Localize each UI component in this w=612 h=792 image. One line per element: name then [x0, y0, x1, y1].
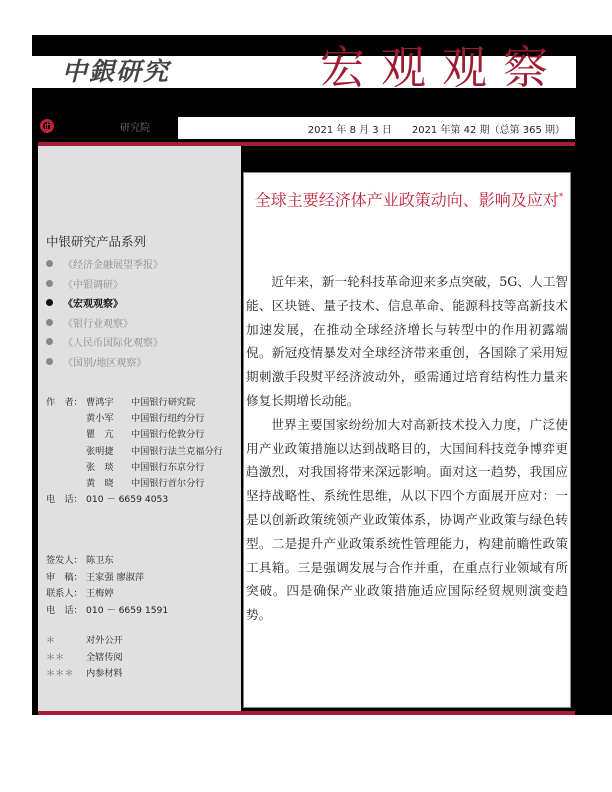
author-row: 张 琰 中国银行东京分行 — [86, 461, 205, 473]
publish-date: 2021 年 8 月 3 日 — [307, 125, 392, 136]
product-series-list — [46, 254, 163, 371]
product-item: 《经济金融展望季报》 — [46, 254, 163, 274]
bullet-icon — [46, 338, 53, 345]
level-row: ＊＊ 全辖传阅 — [46, 649, 123, 666]
level-row: ＊＊＊ 内参材料 — [46, 665, 123, 682]
document-title: 全球主要经济体产业政策动向、影响及应对* — [254, 190, 564, 210]
authors-block — [46, 394, 223, 507]
phone-row: 电 话： 010 － 6659 1591 — [46, 604, 169, 616]
bottom-divider — [38, 711, 575, 715]
paragraph: 近年来，新一轮科技革命迎来多点突破，5G、人工智能、区块链、量子技术、信息革命、能源科技等高新技术加速发展，在推动全球经济增长与转型中的作用初露端倪。新冠疫情暴发对全球经济带来重创，各国除了采用短期刺激手段熨平经济波动外，亟需通过培育结构性力量来修复长期增长动能。 — [246, 274, 568, 408]
bullet-icon — [46, 260, 53, 267]
institute-label: 研究院 — [120, 123, 150, 134]
confidentiality-legend — [46, 632, 123, 682]
date-issue-bar — [178, 117, 575, 139]
article-body — [246, 270, 568, 627]
reviewer-row: 审 稿： 王家强 廖淑萍 — [46, 571, 145, 583]
author-row: 瞿 亢 中国银行伦敦分行 — [86, 429, 205, 441]
bank-of-china-icon — [40, 119, 54, 133]
star-icon: ＊＊ — [46, 651, 65, 663]
author-phone-row: 电 话： 010 － 6659 4053 — [46, 494, 169, 506]
contact-row: 联系人： 王梅婷 — [46, 588, 114, 599]
star-icon: ＊＊＊ — [46, 668, 74, 679]
author-row: 作 者： 曹鸿宇 中国银行研究院 — [46, 397, 196, 408]
masthead-title: 宏观观察 — [320, 41, 565, 94]
product-item: 《银行业观察》 — [46, 313, 163, 333]
issue-number: 2021 年第 42 期（总第 365 期） — [411, 125, 565, 136]
level-row: ＊ 对外公开 — [46, 632, 123, 649]
bullet-icon — [46, 319, 53, 326]
boc-research-logo: 中銀研究 — [62, 57, 171, 86]
author-row: 黄小军 中国银行纽约分行 — [86, 413, 205, 425]
product-item: 《国别/地区观察》 — [46, 352, 163, 372]
author-row: 黄 晓 中国银行首尔分行 — [86, 477, 205, 489]
paragraph: 世界主要国家纷纷加大对高新技术投入力度，广泛使用产业政策措施以达到战略目的，大国间科技竞争博弈更趋激烈，对我国将带来深远影响。面对这一趋势，我国应坚持战略性、系统性思维，从以下四个方面展开应对：一是以创新政策统领产业政策体系，协调产业政策与绿色转型。二是提升产业政策系统性管理能力，构建前瞻性政策工具箱。三是强调发展与合作并重，在重点行业领域有所突破。四是确保产业政策措施适应国际经贸规则演变趋势。 — [246, 416, 568, 623]
footnote-mark: * — [558, 192, 564, 202]
product-item-active: 《宏观观察》 — [46, 293, 163, 313]
product-item: 《中银调研》 — [46, 274, 163, 294]
author-row: 张明捷 中国银行法兰克福分行 — [86, 445, 223, 457]
signer-row: 签发人： 陈卫东 — [46, 555, 114, 566]
contact-block — [46, 552, 168, 618]
product-item: 《人民币国际化观察》 — [46, 332, 163, 352]
bullet-icon — [46, 280, 53, 287]
bullet-icon — [46, 299, 53, 306]
product-series-heading: 中银研究产品系列 — [46, 234, 147, 249]
bullet-icon — [46, 358, 53, 365]
star-icon: ＊ — [46, 635, 56, 646]
date-issue-text — [308, 121, 565, 136]
